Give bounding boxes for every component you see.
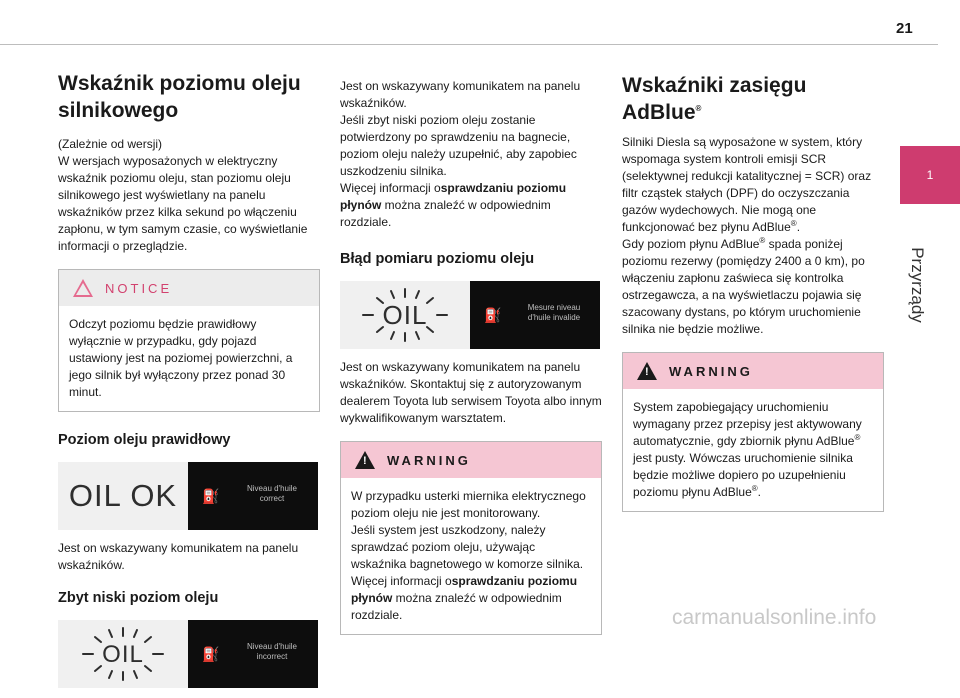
chapter-number: 1 xyxy=(926,168,934,182)
oil-ok-panel xyxy=(58,462,188,530)
oil-ok-text-desc: Jest on wskazywany komunikatem na panelu wskaźników. xyxy=(58,541,299,572)
adblue-paragraph-1 xyxy=(622,134,884,236)
oil-low-text: OIL xyxy=(102,641,144,668)
chapter-label-text: Przyrządy xyxy=(908,247,927,323)
warning-adblue-t2: jest pusty. Wówczas uruchomienie silnika będzie możliwe dopiero po uzupełnieniu poziomu płynu AdBlue xyxy=(633,451,853,499)
subsection-title-oil-low: Zbyt niski poziom oleju xyxy=(58,590,219,606)
notice-text: Odczyt poziomu będzie prawidłowy wyłącznie w przypadku, gdy pojazd ustawiony jest na poziomej powierzchni, a jego silnik był wyłączony przez ponad 30 minut. xyxy=(69,317,293,399)
warning-text-oil-end: można znaleźć w odpowiednim rozdziale. xyxy=(351,591,562,622)
warning-header-oil xyxy=(341,442,601,478)
adblue-p1-reg: ® xyxy=(790,219,797,228)
top-rule xyxy=(0,44,938,45)
oil-error-text-desc: Jest on wskazywany komunikatem na panelu wskaźników. Skontaktuj się z autoryzowanym dealerem Toyota lub serwisem Toyota albo innym wykwalifikowanym warsztatem. xyxy=(340,360,602,425)
column-middle xyxy=(340,78,602,655)
oil-ok-display xyxy=(58,462,318,530)
notice-label: NOTICE xyxy=(105,280,173,296)
warning-adblue-reg2: ® xyxy=(751,484,758,493)
warning-text-adblue xyxy=(633,399,873,501)
warning-text-oil xyxy=(351,488,591,624)
oil-level-intro: (Zależnie od wersji) W wersjach wyposażonych w elektryczny wskaźnik poziomu oleju, stan poziomu oleju silnikowego jest wyświetlany na panelu wskaźników przez kilka sekund po włączeniu zapłonu, w tym samym czasie, co wyświetlanie informacji o przeglądzie. xyxy=(58,137,308,253)
notice-triangle-icon xyxy=(73,279,93,297)
warning-adblue-t3: . xyxy=(757,485,761,499)
warning-adblue-t1: System zapobiegający uruchomieniu wymagany przez przepisy jest aktywowany automatycznie, gdy zbiornik płynu AdBlue xyxy=(633,400,862,448)
adblue-p2-text: Gdy poziom płynu AdBlue xyxy=(622,237,760,251)
section-title-oil-level: Wskaźnik poziomu oleju silnikowego xyxy=(58,72,301,122)
oil-error-dark-text: Mesure niveau d'huile invalide xyxy=(527,303,581,322)
warning-text-oil-main: W przypadku usterki miernika elektrycznego poziom oleju nie jest monitorowany. Jeśli system jest uszkodzony, należy sprawdzać poziom oleju, używając wskaźnika bagnetowego w komorze silnika. Więcej informacji o xyxy=(351,489,586,588)
oil-low-dark-text: Niveau d'huile incorrect xyxy=(246,642,297,661)
adblue-p2-end: spada poniżej poziomu rezerwy (pomiędzy 2400 a 0 km), po włączeniu zapłonu zaświeca się kontrolka ostrzegawcza, a na wyświetlaczu pojawia się szacowany dystans, po którym uruchomienie silnika nie będzie możliwe. xyxy=(622,237,865,336)
adblue-p2-reg: ® xyxy=(759,236,766,245)
adblue-p1-text: Silniki Diesla są wyposażone w system, który wspomaga system kontroli emisji SCR (selektywnej redukcji katalitycznej = SCR) oraz filtr cząstek stałych (DPF) do oczyszczania gazów wydechowych. Nie mogą one funkcjonować bez płynu AdBlue xyxy=(622,135,872,234)
adblue-p1-end: . xyxy=(796,220,801,234)
warning-oil-link: sprawdzaniu poziomu płynów xyxy=(351,574,578,605)
column-left xyxy=(58,70,320,698)
oil-low-text-main: Jest on wskazywany komunikatem na panelu wskaźników. Jeśli zbyt niski poziom oleju zostanie potwierdzony po sprawdzeniu na bagnecie, poziom oleju należy uzupełnić, aby zapobiec uszkodzeniu silnika. Więcej informacji o xyxy=(340,79,581,195)
subsection-title-oil-ok: Poziom oleju prawidłowy xyxy=(58,432,231,448)
oil-can-icon: ⛽ xyxy=(484,307,502,323)
oil-low-link: sprawdzaniu poziomu płynów xyxy=(340,181,567,212)
notice-header xyxy=(59,270,319,306)
oil-error-dark-panel xyxy=(470,281,600,349)
watermark: carmanualsonline.info xyxy=(672,606,877,629)
subsection-title-measure-error: Błąd pomiaru poziomu oleju xyxy=(340,251,535,267)
warning-adblue-reg1: ® xyxy=(854,433,861,442)
notice-box xyxy=(58,269,320,412)
oil-low-dark-panel xyxy=(188,620,318,688)
oil-can-icon: ⛽ xyxy=(202,488,220,504)
oil-low-display xyxy=(58,620,318,688)
section-title-adblue xyxy=(622,72,884,126)
warning-label-oil: WARNING xyxy=(387,452,471,468)
adblue-paragraph-2 xyxy=(622,236,884,338)
warning-box-oil xyxy=(340,441,602,635)
oil-error-text: OIL xyxy=(382,299,428,330)
oil-ok-dark-text: Niveau d'huile correct xyxy=(246,484,297,503)
oil-error-panel xyxy=(340,281,470,349)
page-number: 21 xyxy=(896,20,913,37)
oil-can-icon: ⛽ xyxy=(202,646,220,662)
oil-ok-text: OIL OK xyxy=(68,478,178,513)
oil-error-display xyxy=(340,281,602,349)
warning-triangle-icon: ! xyxy=(355,451,375,469)
warning-box-adblue xyxy=(622,352,884,512)
adblue-title-reg: ® xyxy=(695,104,702,113)
oil-ok-dark-panel xyxy=(188,462,318,530)
warning-header-adblue xyxy=(623,353,883,389)
column-right xyxy=(622,72,884,532)
oil-low-text-end: można znaleźć w odpowiednim rozdziale. xyxy=(340,198,551,229)
warning-label-adblue: WARNING xyxy=(669,363,753,379)
oil-low-explanation xyxy=(340,78,602,231)
oil-low-panel xyxy=(58,620,188,688)
warning-triangle-icon: ! xyxy=(637,362,657,380)
adblue-title-text: Wskaźniki zasięgu AdBlue xyxy=(622,74,807,124)
chapter-tab[interactable] xyxy=(900,146,960,204)
chapter-label xyxy=(906,245,928,325)
